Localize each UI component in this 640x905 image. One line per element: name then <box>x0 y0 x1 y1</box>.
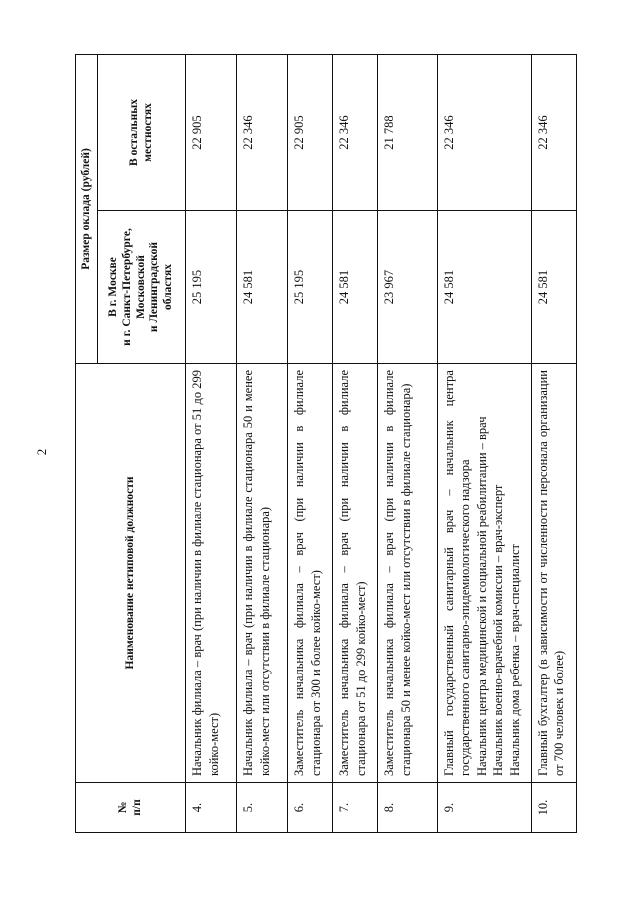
header-moscow: В г. Москве и г. Санкт-Петербурге, Московской и Ленинградской областях <box>98 211 186 364</box>
header-salary-group: Размер оклада (рублей) <box>76 54 98 363</box>
table-row <box>333 54 378 832</box>
table-row <box>437 54 531 832</box>
table-row <box>531 54 576 832</box>
position-name: Заместитель начальника филиала – врач (при наличии в филиале стационара от 51 до 299 койко-мест) <box>333 364 378 783</box>
salary-moscow: 24 581 <box>437 211 531 364</box>
row-number: 5. <box>237 783 288 833</box>
row-number: 8. <box>378 783 437 833</box>
salary-other: 22 905 <box>288 54 333 210</box>
row-number: 9. <box>437 783 531 833</box>
row-number: 6. <box>288 783 333 833</box>
table-row <box>186 54 237 832</box>
position-name: Заместитель начальника филиала – врач (при наличии в филиале стационара от 300 и более койко-мест) <box>288 364 333 783</box>
table-row <box>237 54 288 832</box>
salary-moscow: 24 581 <box>333 211 378 364</box>
salary-other: 22 346 <box>531 54 576 210</box>
position-name: Заместитель начальника филиала – врач (при наличии в филиале стационара 50 и менее койко-мест или отсутствии в филиале стационара) <box>378 364 437 783</box>
salary-table <box>75 54 577 833</box>
salary-moscow: 24 581 <box>237 211 288 364</box>
position-name: Начальник филиала – врач (при наличии в филиале стационара 50 и менее койко-мест или отсутствии в филиале стационара) <box>237 364 288 783</box>
position-name: Начальник филиала – врач (при наличии в филиале стационара от 51 до 299 койко-мест) <box>186 364 237 783</box>
salary-other: 22 346 <box>437 54 531 210</box>
header-num: № п/п <box>76 783 186 833</box>
rotated-table-wrapper <box>75 55 577 833</box>
salary-moscow: 25 195 <box>288 211 333 364</box>
salary-other: 22 905 <box>186 54 237 210</box>
position-name: Главный бухгалтер (в зависимости от численности персонала организации от 700 человек и более) <box>531 364 576 783</box>
salary-moscow: 23 967 <box>378 211 437 364</box>
table-row <box>378 54 437 832</box>
page-number: 2 <box>34 448 49 456</box>
header-other: В остальных местностях <box>98 54 186 210</box>
salary-other: 21 788 <box>378 54 437 210</box>
row-number: 10. <box>531 783 576 833</box>
row-number: 4. <box>186 783 237 833</box>
header-name: Наименование нетиповой должности <box>76 364 186 783</box>
table-row <box>288 54 333 832</box>
row-number: 7. <box>333 783 378 833</box>
salary-other: 22 346 <box>237 54 288 210</box>
salary-moscow: 25 195 <box>186 211 237 364</box>
salary-moscow: 24 581 <box>531 211 576 364</box>
salary-other: 22 346 <box>333 54 378 210</box>
position-name: Главный государственный санитарный врач – начальник центра государственного санитарно-эпидемиологического надзора Начальник центра медицинской и социальной реабилитации – врач Начальник военно-врачебной комиссии – врач-эксперт Начальник дома ребенка – врач-специалист <box>437 364 531 783</box>
